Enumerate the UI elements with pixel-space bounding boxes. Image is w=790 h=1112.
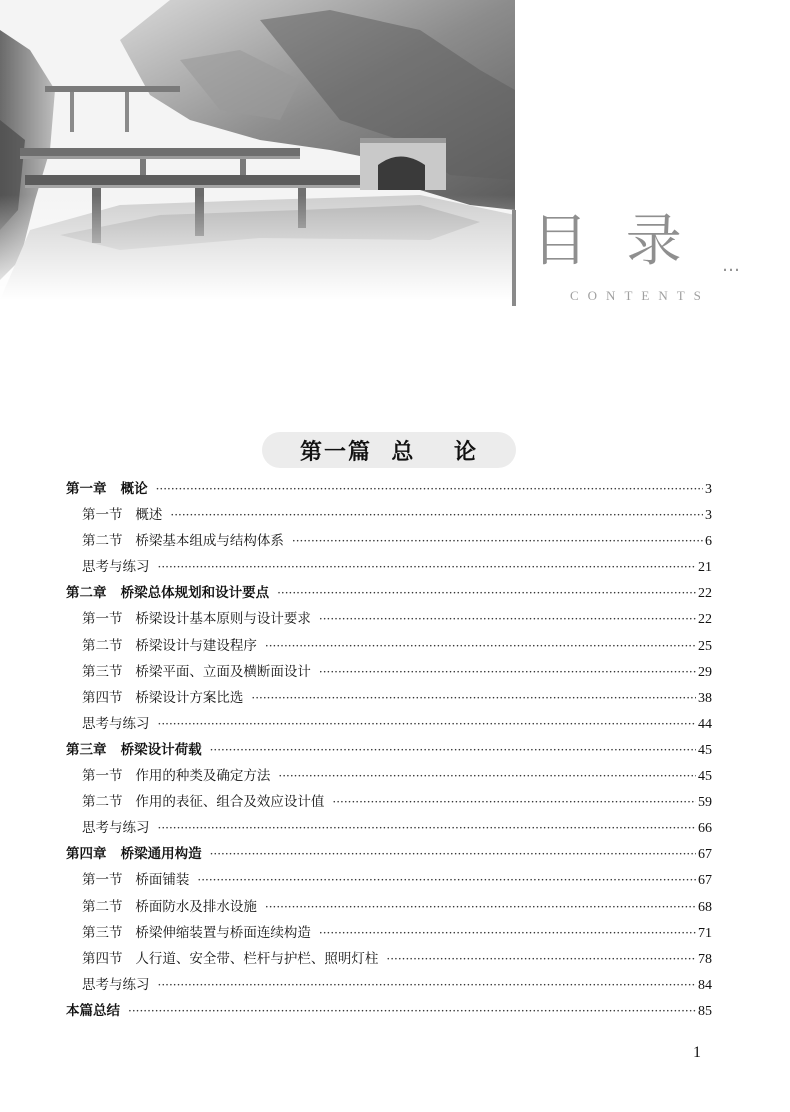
toc-section-entry[interactable] [66, 763, 712, 789]
toc-entry-page: 38 [698, 690, 712, 706]
dot-leader [197, 867, 696, 893]
toc-entry-page: 6 [705, 534, 712, 550]
toc-chapter-entry[interactable] [66, 737, 712, 763]
toc-entry-page: 3 [705, 482, 712, 497]
toc-entry-label: 第二章 桥梁总体规划和设计要点 [66, 585, 270, 602]
toc-entry-page: 71 [698, 925, 712, 941]
toc-entry-label: 第三节 桥梁伸缩装置与桥面连续构造 [82, 924, 311, 941]
toc-entry-page: 45 [698, 742, 712, 758]
toc-chapter-entry[interactable] [66, 998, 712, 1024]
toc-entry-page: 22 [698, 586, 712, 602]
toc-section-entry[interactable] [66, 946, 712, 972]
toc-entry-page: 84 [698, 977, 712, 993]
toc-chapter-entry[interactable] [66, 476, 712, 502]
toc-section-entry[interactable] [66, 894, 712, 920]
toc-entry-page: 59 [698, 795, 712, 811]
toc-section-entry[interactable] [66, 972, 712, 998]
header-divider-rule [512, 210, 516, 306]
dot-leader [158, 554, 697, 580]
toc-section-entry[interactable] [66, 711, 712, 737]
toc-entry-label: 第二节 桥梁设计与建设程序 [82, 637, 257, 654]
dot-leader [158, 972, 697, 998]
toc-entry-page: 25 [698, 638, 712, 654]
toc-entry-label: 第二节 作用的表征、组合及效应设计值 [82, 794, 325, 811]
dot-leader [158, 711, 697, 737]
toc-entry-page: 22 [698, 612, 712, 628]
dot-leader [319, 659, 696, 685]
dot-leader [292, 528, 703, 554]
dot-leader [265, 894, 696, 920]
toc-entry-label: 第四章 桥梁通用构造 [66, 846, 202, 863]
dot-leader [278, 763, 696, 789]
toc-list [66, 476, 712, 1024]
toc-entry-label: 第三节 桥梁平面、立面及横断面设计 [82, 663, 311, 680]
toc-section-entry[interactable] [66, 502, 712, 528]
toc-section-entry[interactable] [66, 554, 712, 580]
toc-entry-label: 思考与练习 [82, 820, 150, 837]
toc-entry-label: 思考与练习 [82, 715, 150, 732]
toc-entry-label: 第一章 概论 [66, 481, 148, 497]
toc-entry-page: 66 [698, 821, 712, 837]
toc-section-entry[interactable] [66, 867, 712, 893]
toc-entry-page: 68 [698, 899, 712, 915]
dot-leader [332, 789, 696, 815]
toc-entry-page: 44 [698, 716, 712, 732]
toc-section-entry[interactable] [66, 606, 712, 632]
toc-entry-label: 思考与练习 [82, 559, 150, 576]
toc-entry-label: 第一节 桥梁设计基本原则与设计要求 [82, 611, 311, 628]
toc-entry-label: 第一节 桥面铺装 [82, 872, 190, 889]
toc-section-entry[interactable] [66, 659, 712, 685]
dot-leader [277, 580, 696, 606]
toc-section-entry[interactable] [66, 528, 712, 554]
dot-leader [265, 633, 696, 659]
dot-leader [210, 841, 696, 867]
dot-leader [386, 946, 696, 972]
toc-entry-page: 85 [698, 1003, 712, 1019]
bridge-landscape-image [0, 0, 515, 300]
dot-leader [210, 737, 696, 763]
dot-leader [128, 998, 696, 1024]
dot-leader [156, 476, 703, 502]
toc-entry-label: 第一节 概述 [82, 507, 163, 524]
toc-entry-page: 78 [698, 951, 712, 967]
toc-heading-ellipsis: … [722, 255, 742, 276]
toc-entry-page: 3 [705, 508, 712, 524]
toc-entry-label: 第四节 桥梁设计方案比选 [82, 689, 244, 706]
toc-entry-label: 第一节 作用的种类及确定方法 [82, 768, 271, 785]
toc-chapter-entry[interactable] [66, 841, 712, 867]
toc-section-entry[interactable] [66, 633, 712, 659]
toc-entry-label: 本篇总结 [66, 1002, 120, 1019]
toc-section-entry[interactable] [66, 789, 712, 815]
toc-section-entry[interactable] [66, 920, 712, 946]
toc-entry-page: 29 [698, 664, 712, 680]
toc-chapter-entry[interactable] [66, 580, 712, 606]
toc-entry-label: 第四节 人行道、安全带、栏杆与护栏、照明灯柱 [82, 950, 379, 967]
header-photo-bridges [0, 0, 515, 300]
toc-entry-label: 第三章 桥梁设计荷载 [66, 741, 202, 758]
toc-entry-label: 思考与练习 [82, 976, 150, 993]
dot-leader [319, 606, 696, 632]
toc-entry-page: 21 [698, 560, 712, 576]
toc-entry-page: 67 [698, 847, 712, 863]
part-title: 第一篇 总 论 [262, 432, 516, 468]
toc-section-entry[interactable] [66, 815, 712, 841]
toc-entry-page: 45 [698, 769, 712, 785]
dot-leader [158, 815, 697, 841]
toc-subheading: CONTENTS [570, 288, 710, 303]
toc-entry-label: 第二节 桥梁基本组成与结构体系 [82, 533, 284, 550]
toc-entry-page: 67 [698, 873, 712, 889]
dot-leader [319, 920, 696, 946]
page-number: 1 [693, 1044, 701, 1061]
dot-leader [170, 502, 703, 528]
dot-leader [251, 685, 696, 711]
toc-section-entry[interactable] [66, 685, 712, 711]
toc-entry-label: 第二节 桥面防水及排水设施 [82, 898, 257, 915]
toc-heading: 目 录 [532, 209, 692, 274]
